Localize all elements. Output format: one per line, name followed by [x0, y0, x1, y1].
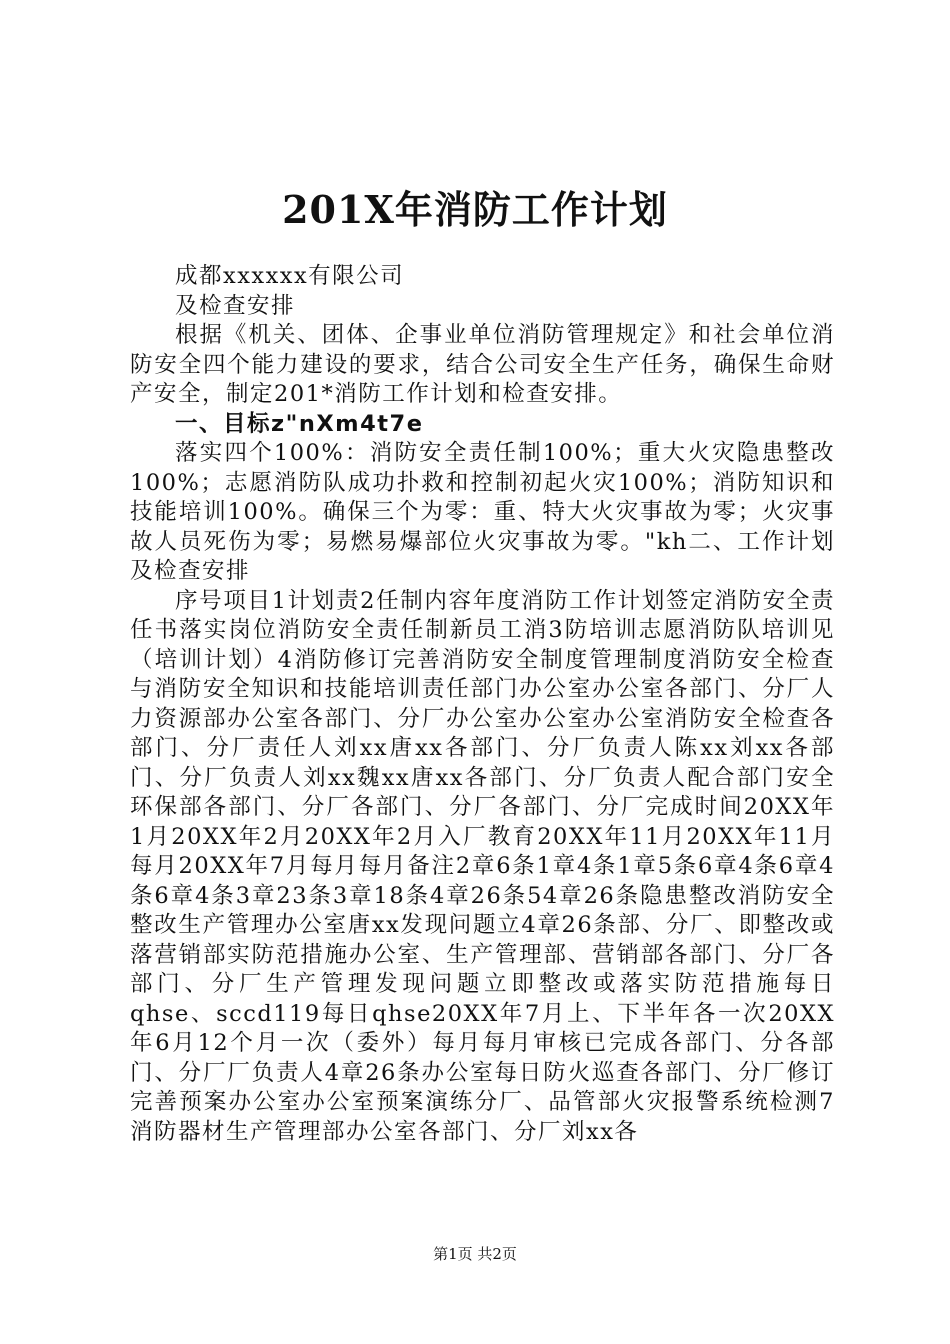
section-heading: 一、目标z"nXm4t7e	[175, 410, 424, 437]
body-paragraph: 落实四个100%：消防安全责任制100%；重大火灾隐患整改100%；志愿消防队成功扑救和控制初起火灾100%；消防知识和技能培训100%。确保三个为零：重、特大火灾事故为零；火灾事故人员死伤为零；易燃易爆部位火灾事故为零。"kh二、工作计划及检查安排	[130, 440, 835, 584]
document-title: 201X年消防工作计划	[282, 187, 668, 232]
body-paragraph: 序号项目1计划责2任制内容年度消防工作计划签定消防安全责任书落实岗位消防安全责任制新员工消3防培训志愿消防队培训见（培训计划）4消防修订完善消防安全制度管理制度消防安全检查与消防安全知识和技能培训责任部门办公室办公室各部门、分厂人力资源部办公室各部门、分厂办公室办公室办公室消防安全检查各部门、分厂责任人刘xx唐xx各部门、分厂负责人陈xx刘xx各部门、分厂负责人刘xx魏xx唐xx各部门、分厂负责人配合部门安全环保部各部门、分厂各部门、分厂各部门、分厂完成时间20XX年1月20XX年2月20XX年2月入厂教育20XX年11月20XX年11月每月20XX年7月每月每月备注2章6条1章4条1章5条6章4条6章4条6章4条3章23条3章18条4章26条54章26条隐患整改消防安全整改生产管理办公室唐xx发现问题立4章26条部、分厂、即整改或落营销部实防范措施办公室、生产管理部、营销部各部门、分厂各部门、分厂生产管理发现问题立即整改或落实防范措施每日qhse、sccd119每日qhse20XX年7月上、下半年各一次20XX年6月12个月一次（委外）每月每月审核已完成各部门、分各部门、分厂厂负责人4章26条办公室每日防火巡查各部门、分厂修订完善预案办公室办公室预案演练分厂、品管部火灾报警系统检测7消防器材生产管理部办公室各部门、分厂刘xx各	[130, 587, 835, 1145]
body-paragraph: 成都xxxxxx有限公司	[175, 263, 405, 289]
page-footer: 第1页 共2页	[433, 1245, 517, 1263]
document-body	[130, 262, 835, 1147]
body-paragraph: 及检查安排	[175, 292, 296, 319]
body-paragraph: 根据《机关、团体、企事业单位消防管理规定》和社会单位消防安全四个能力建设的要求，结合公司安全生产任务，确保生命财产安全，制定201*消防工作计划和检查安排。	[130, 322, 835, 407]
